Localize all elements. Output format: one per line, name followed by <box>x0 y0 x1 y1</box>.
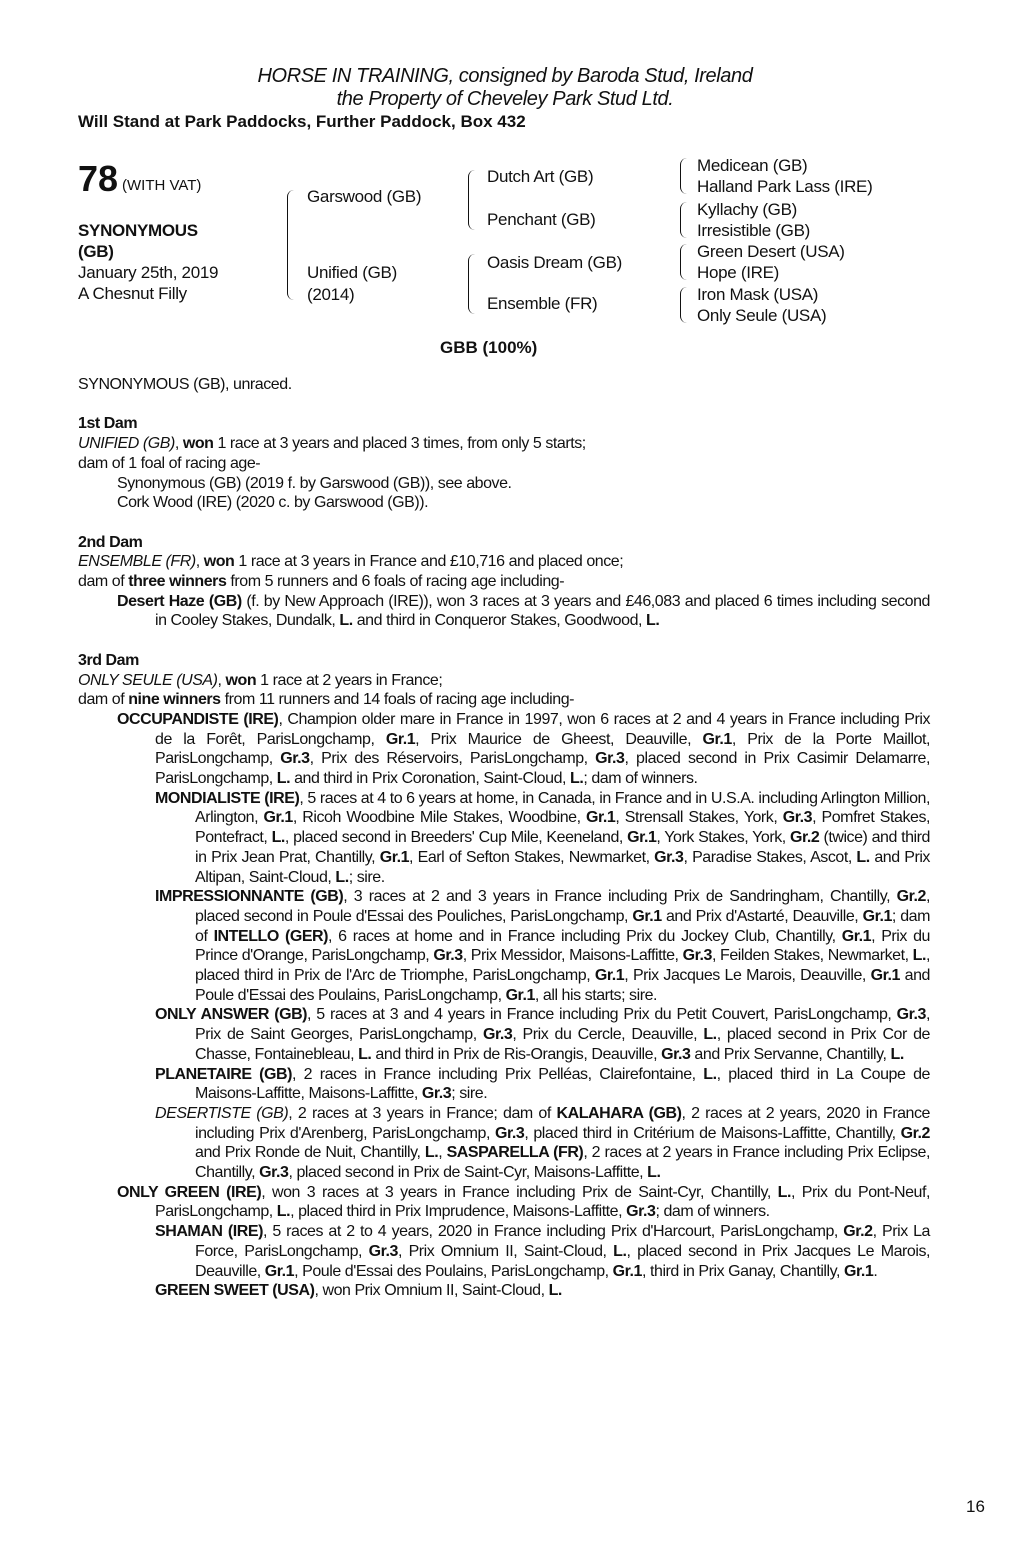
text-run: , Earl of Sefton Stakes, Newmarket, <box>409 848 655 866</box>
italic-text: DESERTISTE (GB) <box>155 1104 289 1122</box>
bold-text: Gr.3 <box>368 1242 398 1260</box>
bold-text: 2nd Dam <box>78 533 143 551</box>
pedigree-gen3: Irresistible (GB) <box>697 221 810 240</box>
stand-location: Will Stand at Park Paddocks, Further Paddock, Box 432 <box>78 112 526 131</box>
text-run: dam of <box>78 573 129 590</box>
paragraph <box>78 474 930 494</box>
bold-text: Gr.3 <box>280 750 310 768</box>
spacer <box>78 631 930 651</box>
text-run: , Prix Omnium II, Saint-Cloud, <box>397 1242 614 1260</box>
bold-text: Gr.3 <box>661 1045 691 1063</box>
text-run: , Prix du Prince d'Orange, ParisLongchamp, <box>195 927 930 965</box>
text-run: , Champion older mare in France in 1997, won 6 races at 2 and 4 years in France including Prix de la Forêt, ParisLongchamp, <box>155 710 931 748</box>
text-run: , placed third in Prix de l'Arc de Triomphe, ParisLongchamp, <box>195 947 930 985</box>
bold-text: L. <box>646 612 660 630</box>
bold-text: Gr.2 <box>789 829 820 847</box>
text-run: , Prix Maurice de Gheest, Deauville, <box>415 730 703 748</box>
text-run: , Ricoh Woodbine Mile Stakes, Woodbine, <box>292 809 587 827</box>
bold-text: nine winners <box>128 691 221 709</box>
bold-text: MONDIALISTE (IRE) <box>155 789 300 807</box>
text-run: 1 race at 3 years and placed 3 times, from only 5 starts; <box>213 435 586 453</box>
bold-text: Gr.1 <box>632 907 662 925</box>
text-run: Cork Wood (IRE) (2020 c. by Garswood (GB)). <box>117 494 429 512</box>
bold-text: SASPARELLA (FR) <box>446 1144 584 1162</box>
bold-text: Gr.1 <box>385 730 416 748</box>
text-run: ; sire. <box>348 868 385 886</box>
spacer <box>78 513 930 533</box>
bold-text: INTELLO (GER) <box>213 927 329 945</box>
pedigree-brace <box>680 244 687 280</box>
pedigree-gen3: Green Desert (USA) <box>697 242 845 261</box>
bold-text: Gr.3 <box>896 1006 926 1024</box>
text-run: , 2 races in France including Prix Pelléas, Clairefontaine, <box>292 1065 704 1083</box>
text-run: , Pomfret Stakes, Pontefract, <box>195 809 930 847</box>
bold-text: L. <box>703 1065 717 1083</box>
text-run: , Paradise Stakes, Ascot, <box>683 848 857 866</box>
bold-text: Gr.2 <box>843 1223 873 1241</box>
bold-text: Gr.1 <box>263 809 293 827</box>
text-run: , 2 races at 2 years in France including Prix Eclipse, Chantilly, <box>195 1144 931 1182</box>
bold-text: 1st Dam <box>78 415 138 433</box>
text-run: , Prix Jacques Le Marois, Deauville, <box>624 967 871 985</box>
text-run: , York Stakes, York, <box>656 829 790 847</box>
text-run: Synonymous (GB) (2019 f. by Garswood (GB)), see above. <box>117 474 512 492</box>
pedigree-grandsire: Oasis Dream (GB) <box>487 253 622 272</box>
bold-text: L. <box>276 1203 291 1221</box>
text-run: ; dam of winners. <box>655 1203 770 1221</box>
bold-text: L. <box>548 1282 562 1300</box>
text-run: , Feilden Stakes, Newmarket, <box>711 947 913 965</box>
bold-text: Gr.1 <box>586 809 616 827</box>
pedigree-granddam: Penchant (GB) <box>487 210 596 229</box>
horse-name-suffix: (GB) <box>78 242 114 261</box>
bold-text: won <box>225 671 257 689</box>
pedigree-grandsire: Dutch Art (GB) <box>487 167 594 186</box>
text-run: (twice) and third in Prix Jean Prat, Chantilly, <box>195 829 930 866</box>
text-run: , Prix La Force, ParisLongchamp, <box>195 1223 931 1260</box>
horse-name: SYNONYMOUS <box>78 221 198 240</box>
text-run: and third in Prix Coronation, Saint-Cloud, <box>290 770 571 788</box>
text-run: and Poule d'Essai des Poulains, ParisLongchamp, <box>195 967 930 1004</box>
text-run: , all his starts; sire. <box>534 986 658 1004</box>
text-run: , placed second in Prix Casimir Delamarre, ParisLongchamp, <box>155 750 930 788</box>
paragraph <box>78 690 930 710</box>
gbb-rating: GBB (100%) <box>440 338 538 357</box>
paragraph <box>78 454 930 474</box>
bold-text: Gr.2 <box>896 888 926 906</box>
pedigree-gen3: Iron Mask (USA) <box>697 285 819 304</box>
bold-text: Gr.1 <box>702 730 732 748</box>
bold-text: Gr.3 <box>433 947 463 965</box>
bold-text: ONLY GREEN (IRE) <box>117 1183 262 1201</box>
bold-text: L. <box>335 868 349 886</box>
bold-text: L. <box>777 1183 791 1201</box>
bold-text: SHAMAN (IRE) <box>155 1223 263 1241</box>
bold-text: L. <box>890 1045 904 1063</box>
paragraph <box>78 887 930 1005</box>
text-run: dam of 1 foal of racing age- <box>78 454 261 472</box>
pedigree-brace <box>287 190 294 300</box>
text-run: , Prix des Réservoirs, ParisLongchamp, <box>309 750 596 768</box>
bold-text: L. <box>613 1242 627 1260</box>
text-run: dam of <box>78 691 129 709</box>
text-run: , <box>174 435 183 453</box>
bold-text: Gr.3 <box>494 1124 525 1142</box>
text-run: and Prix Ronde de Nuit, Chantilly, <box>195 1144 425 1162</box>
owner-heading: the Property of Cheveley Park Stud Ltd. <box>336 88 674 110</box>
text-run: , 5 races at 2 to 4 years, 2020 in France including Prix d'Harcourt, ParisLongchamp, <box>262 1223 844 1241</box>
text-run: , 5 races at 4 to 6 years at home, in Canada, in France and in U.S.A. including Arlington Million, Arlington, <box>195 789 930 827</box>
bold-text: IMPRESSIONNANTE (GB) <box>155 888 344 906</box>
text-run: , 3 races at 2 and 3 years in France including Prix de Sandringham, Chantilly, <box>343 888 897 906</box>
bold-text: Gr.1 <box>862 907 892 925</box>
lot-number: 78 <box>78 158 119 199</box>
bold-text: L. <box>424 1144 439 1162</box>
pedigree-brace <box>468 254 475 314</box>
bold-text: Gr.1 <box>841 927 872 945</box>
bold-text: Gr.3 <box>654 848 684 866</box>
vat-note: (WITH VAT) <box>122 177 202 194</box>
text-run: , <box>217 671 226 689</box>
text-run: from 11 runners and 14 foals of racing age including- <box>220 691 575 709</box>
bold-text: L. <box>339 612 353 630</box>
bold-text: L. <box>271 829 285 847</box>
paragraph <box>78 1222 930 1281</box>
bold-text: L. <box>912 947 926 965</box>
text-run: ; dam of <box>195 907 930 945</box>
bold-text: won <box>203 553 235 571</box>
text-run: , Poule d'Essai des Poulains, ParisLongchamp, <box>294 1262 613 1280</box>
bold-text: Gr.1 <box>379 848 410 866</box>
text-run: SYNONYMOUS (GB), unraced. <box>78 376 292 393</box>
text-run: , <box>438 1144 447 1162</box>
paragraph <box>78 434 930 454</box>
text-run: , Prix de la Porte Maillot, ParisLongchamp, <box>155 730 931 768</box>
bold-text: Gr.1 <box>843 1262 874 1280</box>
text-run: , placed third in Critérium de Maisons-Laffitte, Chantilly, <box>524 1124 901 1142</box>
pedigree-gen3: Only Seule (USA) <box>697 306 827 325</box>
bold-text: Gr.2 <box>900 1124 930 1142</box>
bold-text: won <box>182 435 214 453</box>
bold-text: Gr.1 <box>505 986 535 1004</box>
text-run: , third in Prix Ganay, Chantilly, <box>642 1262 844 1280</box>
bold-text: KALAHARA (GB) <box>556 1104 682 1122</box>
text-run: , 6 races at home and in France including Prix du Jockey Club, Chantilly, <box>328 927 842 945</box>
foaling-date: January 25th, 2019 <box>78 263 219 282</box>
bold-text: 3rd Dam <box>78 651 139 669</box>
text-run: , placed second in Breeders' Cup Mile, Keeneland, <box>284 829 628 847</box>
bold-text: L. <box>647 1164 661 1182</box>
catalogue-heading: HORSE IN TRAINING, consigned by Baroda Stud, Ireland <box>257 65 753 87</box>
bold-text: Desert Haze (GB) <box>117 592 242 610</box>
bold-text: GREEN SWEET (USA) <box>155 1282 315 1300</box>
section-heading <box>78 651 930 671</box>
text-run: from 5 runners and 6 foals of racing age including- <box>226 573 565 590</box>
text-run: and Prix Servanne, Chantilly, <box>690 1045 891 1063</box>
bold-text: ONLY ANSWER (GB) <box>155 1006 308 1024</box>
paragraph <box>78 1065 930 1104</box>
text-run: , Prix du Cercle, Deauville, <box>512 1026 704 1044</box>
bold-text: Gr.3 <box>259 1164 289 1182</box>
text-run: , 5 races at 3 and 4 years in France including Prix du Petit Couvert, ParisLongchamp, <box>307 1006 897 1024</box>
pedigree-notes <box>78 375 930 1301</box>
text-run: , won 3 races at 3 years in France including Prix de Saint-Cyr, Chantilly, <box>261 1183 778 1201</box>
text-run: , won Prix Omnium II, Saint-Cloud, <box>314 1282 549 1300</box>
bold-text: L. <box>703 1026 717 1044</box>
paragraph <box>78 1104 930 1183</box>
bold-text: L. <box>358 1045 372 1063</box>
bold-text: L. <box>276 770 291 788</box>
bold-text: Gr.1 <box>594 967 625 985</box>
text-run: and third in Conqueror Stakes, Goodwood, <box>352 612 647 630</box>
italic-text: ENSEMBLE (FR) <box>78 553 196 571</box>
paragraph <box>78 1183 930 1222</box>
spacer <box>78 395 930 415</box>
text-run: , placed third in La Coupe de Maisons-Laffitte, Maisons-Laffitte, <box>195 1065 930 1103</box>
text-run: , Prix de Saint Georges, ParisLongchamp, <box>195 1006 930 1044</box>
text-run: , <box>195 553 204 571</box>
paragraph <box>78 375 930 395</box>
pedigree-gen3: Halland Park Lass (IRE) <box>697 177 873 196</box>
bold-text: Gr.1 <box>627 829 657 847</box>
bold-text: Gr.3 <box>782 809 813 827</box>
text-run: , 2 races at 3 years in France; dam of <box>288 1104 557 1122</box>
paragraph <box>78 493 930 513</box>
paragraph <box>78 1005 930 1064</box>
paragraph <box>78 1281 930 1301</box>
pedigree-sire: Garswood (GB) <box>307 187 422 206</box>
text-run: and Prix d'Astarté, Deauville, <box>661 907 863 925</box>
bold-text: Gr.3 <box>421 1085 452 1103</box>
text-run: 1 race at 3 years in France and £10,716 and placed once; <box>234 553 624 571</box>
text-run: , Strensall Stakes, York, <box>615 809 783 827</box>
paragraph <box>78 710 930 789</box>
text-run: (f. by New Approach (IRE)), won 3 races at 3 years and £46,083 and placed 6 times including second in Cooley Stakes, Dundalk, <box>155 592 930 630</box>
paragraph <box>78 572 930 592</box>
text-run: , placed second in Prix Jacques Le Marois, Deauville, <box>195 1242 930 1280</box>
text-run: , placed second in Poule d'Essai des Pouliches, ParisLongchamp, <box>195 888 930 925</box>
bold-text: Gr.3 <box>626 1203 656 1221</box>
pedigree-brace <box>680 202 687 238</box>
text-run: , placed third in Prix Imprudence, Maisons-Laffitte, <box>290 1203 627 1221</box>
bold-text: three winners <box>128 573 227 590</box>
bold-text: PLANETAIRE (GB) <box>155 1065 293 1083</box>
paragraph <box>78 552 930 572</box>
text-run: ; sire. <box>451 1085 488 1103</box>
horse-description: A Chesnut Filly <box>78 284 187 303</box>
text-run: and Prix Altipan, Saint-Cloud, <box>195 848 930 886</box>
text-run: , Prix du Pont-Neuf, ParisLongchamp, <box>155 1183 930 1221</box>
bold-text: Gr.3 <box>595 750 625 768</box>
pedigree-brace <box>680 287 687 323</box>
text-run: , placed second in Prix Cor de Chasse, Fontainebleau, <box>195 1026 930 1063</box>
bold-text: Gr.1 <box>612 1262 643 1280</box>
bold-text: Gr.1 <box>264 1262 295 1280</box>
pedigree-dam-year: (2014) <box>307 285 355 304</box>
pedigree-brace <box>468 170 475 230</box>
bold-text: L. <box>570 770 584 788</box>
pedigree-dam: Unified (GB) <box>307 263 397 282</box>
bold-text: Gr.1 <box>870 967 900 985</box>
pedigree-gen3: Hope (IRE) <box>697 263 780 282</box>
italic-text: UNIFIED (GB) <box>78 435 175 453</box>
text-run: . <box>873 1262 878 1280</box>
paragraph <box>78 671 930 691</box>
bold-text: L. <box>856 848 870 866</box>
section-heading <box>78 414 930 434</box>
pedigree-gen3: Medicean (GB) <box>697 156 808 175</box>
bold-text: Gr.3 <box>482 1026 513 1044</box>
text-run: and third in Prix de Ris-Orangis, Deauville, <box>371 1045 662 1063</box>
section-heading <box>78 533 930 553</box>
bold-text: OCCUPANDISTE (IRE) <box>117 710 279 728</box>
italic-text: ONLY SEULE (USA) <box>78 671 218 689</box>
text-run: , Prix Messidor, Maisons-Laffitte, <box>462 947 683 965</box>
paragraph <box>78 592 930 631</box>
pedigree-brace <box>680 158 687 194</box>
text-run: 1 race at 2 years in France; <box>256 671 443 689</box>
paragraph <box>78 789 930 888</box>
text-run: , 2 races at 2 years, 2020 in France including Prix d'Arenberg, ParisLongchamp, <box>195 1104 930 1142</box>
pedigree-gen3: Kyllachy (GB) <box>697 200 798 219</box>
bold-text: Gr.3 <box>682 947 712 965</box>
page-number: 16 <box>966 1497 985 1516</box>
pedigree-granddam: Ensemble (FR) <box>487 294 598 313</box>
text-run: ; dam of winners. <box>583 770 698 788</box>
text-run: , placed second in Prix de Saint-Cyr, Maisons-Laffitte, <box>288 1164 648 1182</box>
